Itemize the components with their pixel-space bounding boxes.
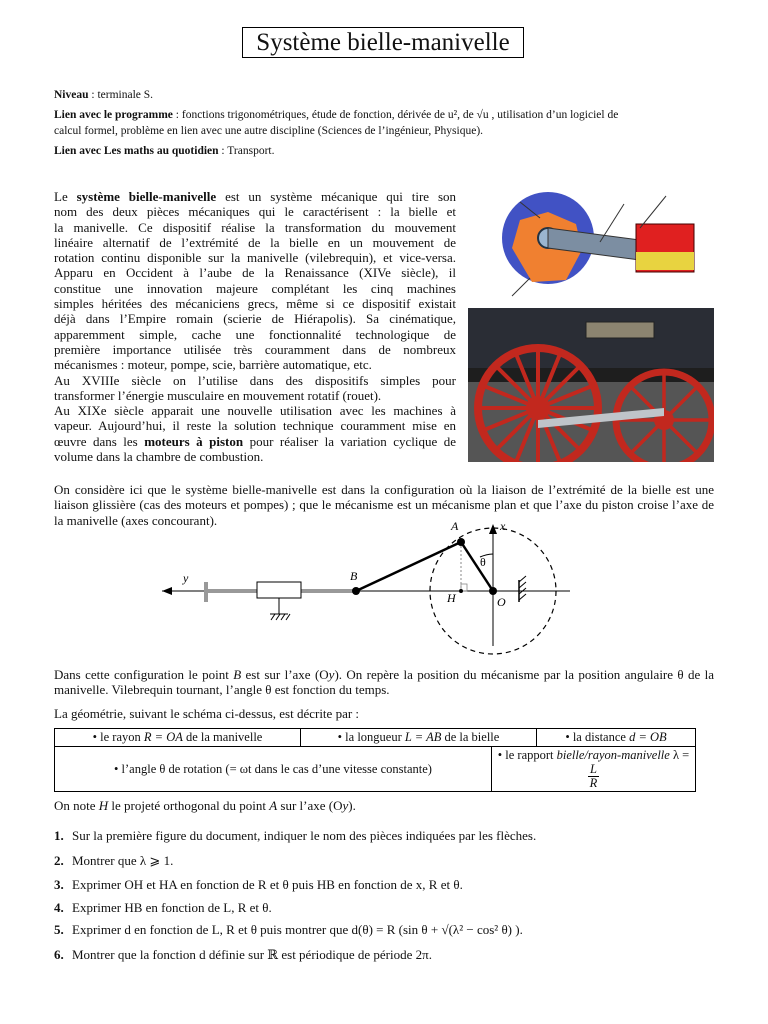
label-o: O	[497, 595, 506, 609]
intro-line: constitue une innovation majeure complétant les cinq machines	[54, 280, 456, 296]
intro-line: nom des deux pièces mécaniques qui le caractérisent : la bielle et	[54, 204, 456, 220]
position-paragraph: Dans cette configuration le point B est sur l’axe (Oy). On repère la position du mécanisme par la position angulaire θ de la manivelle. Vilebrequin tournant, l’angle θ est fonction du temps.	[54, 667, 715, 698]
lien-programme-line	[54, 108, 714, 123]
intro-line: volume dans la chambre de combustion.	[54, 449, 264, 465]
point-o	[489, 587, 497, 595]
question-1: 1. Sur la première figure du document, indiquer le nom des pièces indiquées par les flèches.	[54, 828, 537, 843]
lien-maths-label: Lien avec Les maths au quotidien	[54, 145, 219, 157]
intro-line: Apparu en Occident à l’aube de la Renaissance (XIVe siècle), il	[54, 265, 456, 281]
lien-programme-value: : fonctions trigonométriques, étude de fonction, dérivée de u², de √u , utilisation d’un logiciel de	[172, 109, 619, 121]
question-3: 3. Exprimer OH et HA en fonction de R et θ puis HB en fonction de x, R et θ.	[54, 877, 463, 892]
term-moteurs-piston: moteurs à piston	[144, 433, 244, 449]
lien-programme-label: Lien avec le programme	[54, 109, 173, 121]
rod-ab	[356, 542, 461, 591]
intro-line: vapeur. Aujourd’hui, il reste la solution technique couramment mise en	[54, 418, 456, 434]
point-b	[352, 587, 360, 595]
intro-line: déjà dans l’Empire romain (scierie de Hiérapolis). Sa cinématique,	[54, 311, 456, 327]
geometry-table	[54, 728, 696, 792]
question-4: 4. Exprimer HB en fonction de L, R et θ.	[54, 900, 272, 915]
table-cell-distance: • la distance d = OB	[537, 729, 696, 747]
table-cell-rayon: • le rayon R = OA de la manivelle	[55, 729, 301, 747]
point-h	[459, 589, 463, 593]
intro-line: première importance utilisée très couramment dans de nombreux	[54, 341, 456, 357]
locomotive-photo	[468, 308, 714, 462]
geometry-diagram	[150, 516, 600, 656]
label-theta: θ	[480, 555, 486, 569]
question-6: 6. Montrer que la fonction d définie sur ℝ est périodique de période 2π.	[54, 947, 432, 962]
intro-line: Au XVIIIe siècle on l’utilise dans des dispositifs simples pour	[54, 372, 456, 388]
table-cell-angle: • l’angle θ de rotation (= ωt dans le cas d’une vitesse constante)	[55, 747, 492, 792]
point-a	[457, 538, 465, 546]
niveau-line	[54, 88, 153, 103]
lien-maths-value: : Transport.	[218, 145, 275, 157]
niveau-value: : terminale S.	[88, 89, 154, 101]
lien-maths-line	[54, 144, 274, 159]
piston-base	[636, 252, 694, 270]
question-2: 2. Montrer que λ ⩾ 1.	[54, 853, 174, 868]
intro-line: mécanismes : moteur, pompe, scie, barrière automatique, etc.	[54, 357, 372, 373]
term-bielle-manivelle: système bielle-manivelle	[76, 189, 217, 204]
intro-line: simples héritées des mécaniciens grecs, même si ce dispositif existait	[54, 296, 456, 312]
page-title: Système bielle-manivelle	[242, 27, 524, 58]
slider-block	[257, 582, 301, 598]
intro-line: la manivelle. Ce dispositif réalise la transformation du mouvement	[54, 219, 456, 235]
table-cell-rapport: • le rapport bielle/rayon-manivelle λ = $\frac{L}{R}$	[491, 747, 695, 792]
niveau-label: Niveau	[54, 89, 89, 101]
intro-line: apparemment simple, cache une fonctionnalité technologique de	[54, 326, 456, 342]
note-projection: On note H le projeté orthogonal du point A sur l’axe (Oy).	[54, 798, 356, 813]
lambda-fraction: $\frac{L}{R}$	[589, 762, 598, 790]
intro-line: Au XIXe siècle apparait une nouvelle utilisation avec les machines à	[54, 403, 456, 419]
lien-programme-line-2: calcul formel, problème en lien avec une autre discipline (Sciences de l’ingénieur, Physique).	[54, 125, 484, 137]
intro-line: œuvre dans les moteurs à piston pour réaliser la variation cyclique de	[54, 433, 456, 449]
question-5: 5. Exprimer d en fonction de L, R et θ puis montrer que d(θ) = R (sin θ + √(λ² − cos² θ) ).	[54, 922, 523, 937]
mechanism-illustration	[490, 190, 716, 300]
label-y: y	[183, 571, 189, 585]
config-paragraph: On considère ici que le système bielle-manivelle est dans la configuration où la liaison de l’extrémité de la bielle est une liaison glissière (cas des moteurs et pompes) ; que le mécanisme est un mécanisme plan et que l’axe du piston croise l’axe de la manivelle (axes concourant).	[54, 482, 714, 528]
label-x: x	[500, 519, 506, 533]
table-cell-longueur: • la longueur L = AB de la bielle	[301, 729, 537, 747]
intro-line: Le système bielle-manivelle est un système mécanique qui tire son	[54, 189, 456, 204]
intro-line: transformer l’énergie musculaire en mouvement rotatif (rouet).	[54, 387, 382, 403]
label-h: H	[447, 591, 456, 605]
intro-line: linéaire alternatif de l’extrémité de la bielle en un mouvement de	[54, 234, 456, 250]
axis-ox-arrow	[489, 524, 497, 534]
intro-text	[54, 189, 456, 464]
geometry-intro: La géométrie, suivant le schéma ci-dessus, est décrite par :	[54, 706, 360, 721]
label-b: B	[350, 569, 358, 583]
axis-oy-arrow	[162, 587, 172, 595]
intro-line: rotation continu disponible sur la manivelle (vilebrequin), et vice-versa.	[54, 250, 456, 266]
label-a: A	[451, 519, 459, 533]
